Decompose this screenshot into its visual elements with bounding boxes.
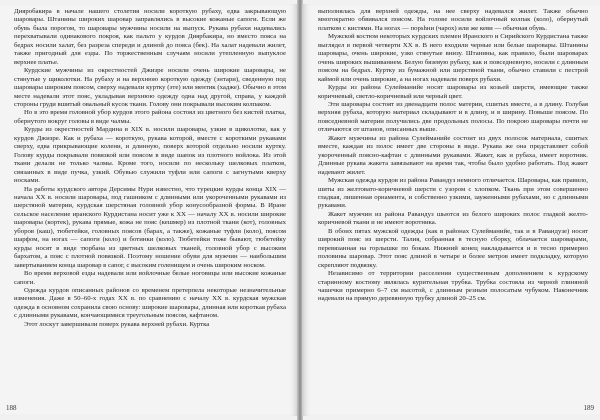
paragraph: Жакет мужчины из района Сулейманийе состоит из двух полосок материала, сшитых вместе, каждая из полос имеет две стороны в виде. Рукава же она представляет собой укороченный поясно-кафтан с длинными рукавами. Жакет, как и рубаха, имеет воротник. Длинные рукава жакета завязывают на время так, чтобы было удобно работать. Под жакет надевают жилет.: [318, 134, 588, 176]
paragraph: Мужская одежда курдов из района Равандуз немного отличается. Шаровары, как правило, шиты из желтовато-коричневой шерсти с узором с хлопком. Ткань при этом совершенно гладкая, лишенная орнамента, и собственно узкими, зауженными рубахами, но с длинными рукавами.: [318, 177, 588, 210]
paragraph: Курды из района Сулейманийе носят шаровары из козьей шерсти, имеющие также коричневый, светло-коричневый или черный цвет.: [318, 84, 588, 100]
paragraph: В обоих пятах мужской одежды (как в районах Сулейманийе, так и в Равандузе) носят широкий пояс из шерсти. Талия, собранная в тесную сборку, облачается шароварами, перевязанная на горлышке по бокам. Нижний конец накладывается и в тесно примерно половины шаровар. Этот пояс длиной в четыре и более метров имеет подкладку, которую скрепляют подвязку.: [318, 227, 588, 269]
paragraph: Курдские мужчины из окрестностей Джизре носили очень широкие шаровары, не стянутые у щиколотки. На рубаху и на верхнюю короткую одежду (энтари), сведенную под шаровары широким поясом, сверху надевали куртку (эте) или ментик (хадже). Обычно в этом месте надевали этот пояс, укладывая верхнюю одежду одна над другой, справа, у каждой стороны груди вшитый овальный кусок ткани. Голову они покрывали высоким колпаком.: [14, 67, 286, 108]
left-page: [0, 4, 298, 416]
right-page: [302, 4, 600, 416]
paragraph: Во время верховой езды надевали или войлочные белые ноговицы или высокие кожаные сапоги.: [14, 270, 286, 286]
paragraph: Эти шаровары состоят из двенадцати полос материи, сшитых вместе, а в длину. Голубая верхняя рубаха, которую материал складывают и в длину, и в ширину. Повыше поясом. По повседневной материи получились две продольных полосы. По покрою шаровары почти не отличаются от штанов, описанных выше.: [318, 100, 588, 134]
paragraph: Дияробакира в начале нашего столетия носили короткую рубаху, едва закрывающую шаровары. Штанины широких шаровар заправлялись в высокие кожаные сапоги. Если же обувь была порогом, то шаровары мужчины носили на выпуск. Рукава рубахи надевались перехватывали одинакового покроя, как пальто у курдов Диярбакира, но вместо пояса на бедрах носили халат, без разреза спереди и длиной до пояса (бек). На халат надевали жилет, также пригодный для езды. По торжественным случаям носили утепленную выпуклое верхнее платье.: [14, 8, 286, 66]
paragraph: Жакет мужчин из района Равандуз шьются из белого широких полос гладкой желто-коричневой ткани и не имеют воротника.: [318, 210, 588, 227]
paragraph: На работы курдского автора Дерсимы Нури известно, что турецкие курды конца XIX — начала XX в. носили шаровары, под гашником с длинными или укороченными рукавами из шерстяной материи, курдская шерстяная головной убор конусообразной формы. В Иране сельское население иранского Курдистана носит уже к XX — началу XX в. носили широкие шаровары (кортек), рукава прямые, кожа не пояс (кешмер) из плотной ткани (кот), головных уборов (каш), тюбетейки, головных поясов (барах, а также), кожаные туфли (коло), поясом шарфом, на ногах — сапоги (коло) и ботинки (коло). Тюбетейки тоже бывают, тюбетейку курды носят в виде тюрбана из цветных шелковых тканей, головной убор с высоким бархатом, а пояс с плотной повязкой. Поэтому ношение обуви для мужчин — наибольшим завертыванием конца шаровар в сапог, с высоким голенищем и очень широким носком.: [14, 185, 286, 269]
right-page-text: [318, 8, 588, 304]
paragraph: выполнялась для верхней одежды, на нее сверху надевался жилет. Также обычно многократно обвивался поясом. На голове носили войлочный колпак (коло), обернутый платком с кистями. На ногах — порshни (чарох) или же кеви — обычная обувь.: [318, 8, 588, 32]
page-number-left: 188: [6, 404, 17, 412]
left-page-text: [14, 8, 286, 329]
paragraph: Этот лоскут завершивали поверх рукава верхней рубахи. Куртка: [24, 320, 210, 328]
paragraph: Одежда курдов описанных районов со временем претерпела некоторые незначительные изменения. Даже в 50–60-х годах XX в. по сравнению с началу XX в. курдская мужская одежда в основном сохранила свою основу: широкие шаровары, длинная или короткая рубаха с длинными рукавами, кончающимися треугольным поясом, кафтаном.: [14, 286, 286, 320]
paragraph: Но в это время головной убор курдов этого района состоял из цветного без кистей платка, обернутого вокруг головы в виде чалмы.: [14, 109, 286, 125]
page-number-right: 189: [583, 404, 594, 412]
paragraph: Мужской костюм некоторых курдских племен Иранского и Сирийского Курдистана также выглядел в первой четверти XX в. В него входили черные или белые шаровары. Штанины шаровары, очень широкие, узко стянутые внизу. Штанины, как правило, были шароварах очень широких вышиванием. Белую бязевую рубаху, как и повседневную, носили с длинным поясом на бедрах. Куртку из бумажной или шерстяной ткани, обычно ставили с пестрой каймой или очень широкие, а на ногах надевали поверх рубахи.: [318, 33, 588, 83]
paragraph: Курды из окрестностей Мардина в XIX в. носили шаровары, узкие в щиколотке, как у курдов Джизре. Как и рубаха — короткую, рукава которой, вместе с короткими рукавами сверху, едва прикрывающие колени, и длинную, поверх которой отдельно носили куртку. Голову курды покрывали повязкой или поясом в виде шапок из плотного войлока. Из этой ткани делали не только чалмы. Кроме того, носили по нескольку шелковых платков, связанных в виде пучка, узкий. Обувью служили туфли или сапоги с загнутыми кверху носками.: [14, 126, 286, 185]
paragraph: Независимо от территории расселения существенным дополнением к курдскому старинному костюму являлась курительная трубка. Трубка состояла из черной глиняной чашечки примерно 6–7 см высотой, с длинным резным полосатым чубуком. Наконечник надевали на прямую деревянную трубку длиной 20–25 см.: [318, 270, 588, 303]
